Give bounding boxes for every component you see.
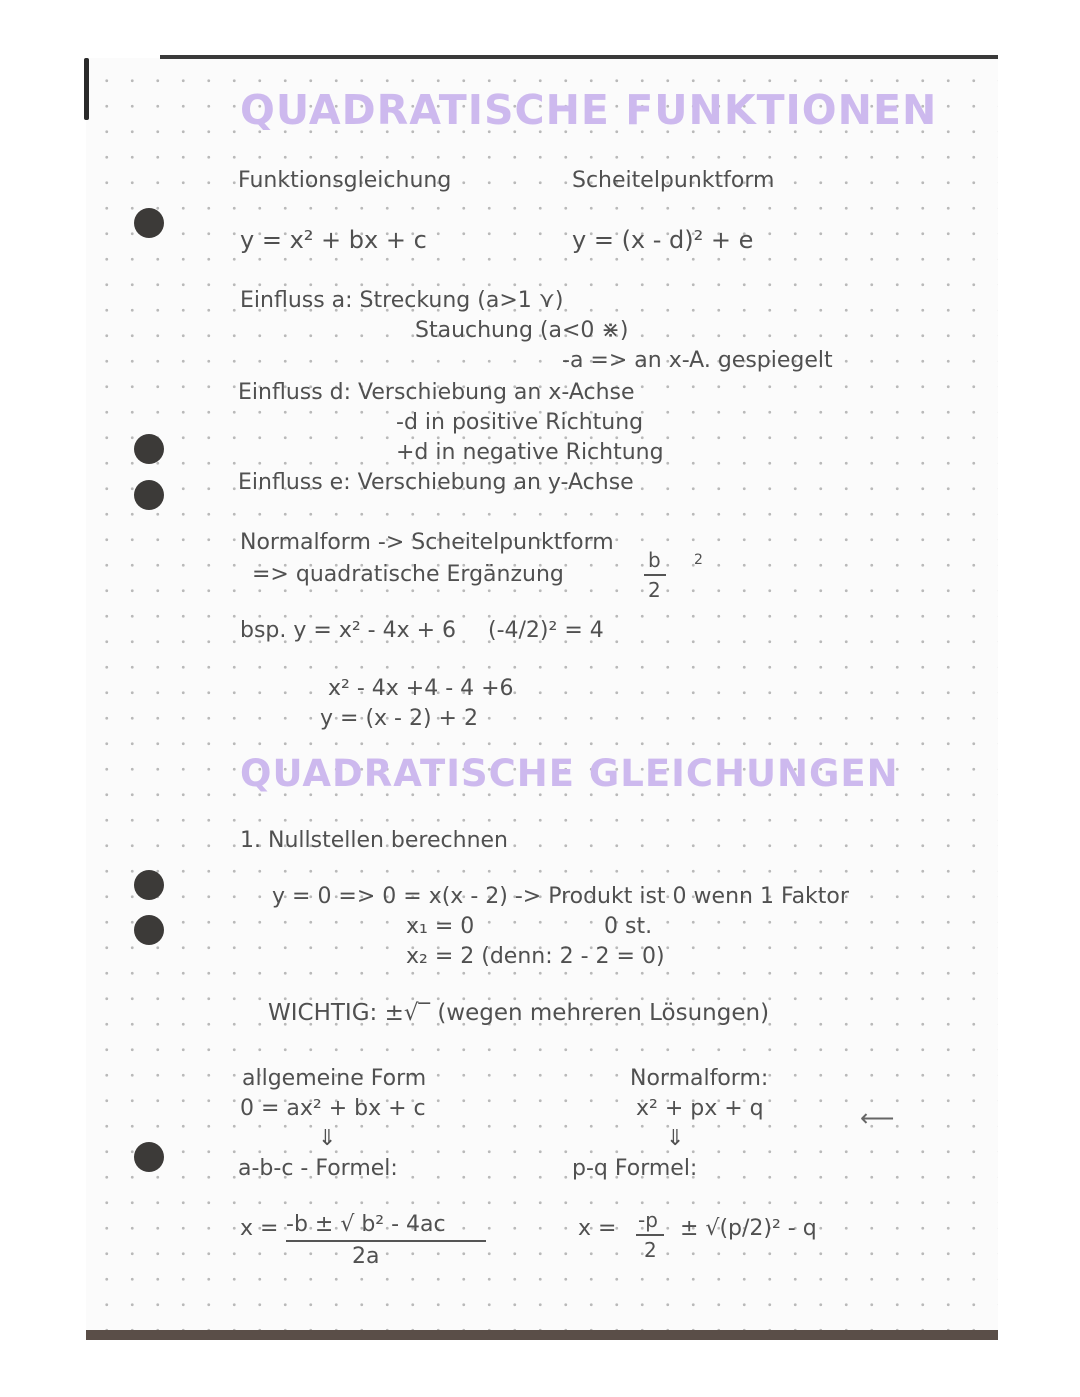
page-top-edge (160, 55, 998, 59)
abc-fraction-bar (286, 1240, 486, 1242)
heading-quadratische-funktionen: QUADRATISCHE FUNKTIONEN (240, 86, 938, 134)
einfluss-a-stauchung: Stauchung (a<0 ⋇) (415, 318, 629, 343)
allgemeine-form-title: allgemeine Form (242, 1066, 427, 1091)
pq-formel-title: p-q Formel: (572, 1156, 698, 1181)
nullstellen-x2: x₂ = 2 (denn: 2 - 2 = 0) (406, 944, 665, 969)
nullstellen-ost: 0 st. (604, 914, 653, 939)
pq-fraction-bar (636, 1234, 664, 1236)
beispiel-equation: bsp. y = x² - 4x + 6 (240, 618, 457, 643)
normalform-to-scheitel: Normalform -> Scheitelpunktform (240, 530, 614, 555)
allgemeine-form-equation: 0 = ax² + bx + c (240, 1096, 426, 1121)
down-arrow-icon: ⇓ (666, 1126, 685, 1151)
pq-fraction-num: -p (638, 1208, 658, 1232)
einfluss-d-positive: -d in positive Richtung (396, 410, 644, 435)
equation-vertex: y = (x - d)² + e (572, 226, 754, 254)
heading-quadratische-gleichungen: QUADRATISCHE GLEICHUNGEN (240, 752, 899, 795)
punch-hole (134, 208, 164, 238)
binder-mark (84, 58, 89, 120)
page-bottom-edge (86, 1330, 998, 1340)
abc-formel-numerator: -b ± √ b² - 4ac (286, 1212, 446, 1237)
punch-hole (134, 1142, 164, 1172)
einfluss-a-streckung: Einfluss a: Streckung (a>1 ⋎) (240, 288, 564, 313)
pq-formel-lhs: x = (578, 1216, 617, 1241)
wichtig-note: WICHTIG: ±√‾ (wegen mehreren Lösungen) (268, 1000, 770, 1026)
beispiel-step: x² - 4x +4 - 4 +6 (328, 676, 514, 701)
ergaenzung-fraction-num: b (648, 548, 661, 572)
einfluss-d: Einfluss d: Verschiebung an x-Achse (238, 380, 635, 405)
step-nullstellen: 1. Nullstellen berechnen (240, 828, 508, 853)
abc-formel-lhs: x = (240, 1216, 279, 1241)
nullstellen-x1: x₁ = 0 (406, 914, 475, 939)
ergaenzung-exponent: 2 (694, 552, 703, 568)
quadratische-ergaenzung: => quadratische Ergänzung (252, 562, 564, 587)
einfluss-d-negative: +d in negative Richtung (396, 440, 664, 465)
einfluss-e: Einfluss e: Verschiebung an y-Achse (238, 470, 634, 495)
nullstellen-line1: y = 0 => 0 = x(x - 2) -> Produkt ist 0 wenn 1 Faktor (272, 884, 849, 909)
abc-formel-denominator: 2a (352, 1244, 380, 1269)
pq-formel-root: ± √(p/2)² - q (680, 1216, 817, 1241)
ergaenzung-fraction-bar (644, 574, 666, 576)
col-title-funktionsgleichung: Funktionsgleichung (238, 168, 452, 193)
abc-formel-title: a-b-c - Formel: (238, 1156, 398, 1181)
punch-hole (134, 480, 164, 510)
down-arrow-icon: ⇓ (318, 1126, 337, 1151)
ergaenzung-fraction-den: 2 (648, 578, 661, 602)
punch-hole (134, 915, 164, 945)
notebook-page (86, 58, 998, 1338)
normalform-equation: x² + px + q (636, 1096, 764, 1121)
punch-hole (134, 434, 164, 464)
beispiel-result: y = (x - 2) + 2 (320, 706, 478, 731)
col-title-scheitelpunktform: Scheitelpunktform (572, 168, 775, 193)
punch-hole (134, 870, 164, 900)
left-arrow-icon: ⟵ (860, 1104, 895, 1132)
normalform-title: Normalform: (630, 1066, 769, 1091)
einfluss-a-spiegelung: -a => an x-A. gespiegelt (562, 348, 833, 373)
pq-fraction-den: 2 (644, 1238, 657, 1262)
beispiel-ergaenzung: (-4/2)² = 4 (488, 618, 604, 643)
equation-general: y = x² + bx + c (240, 226, 427, 254)
